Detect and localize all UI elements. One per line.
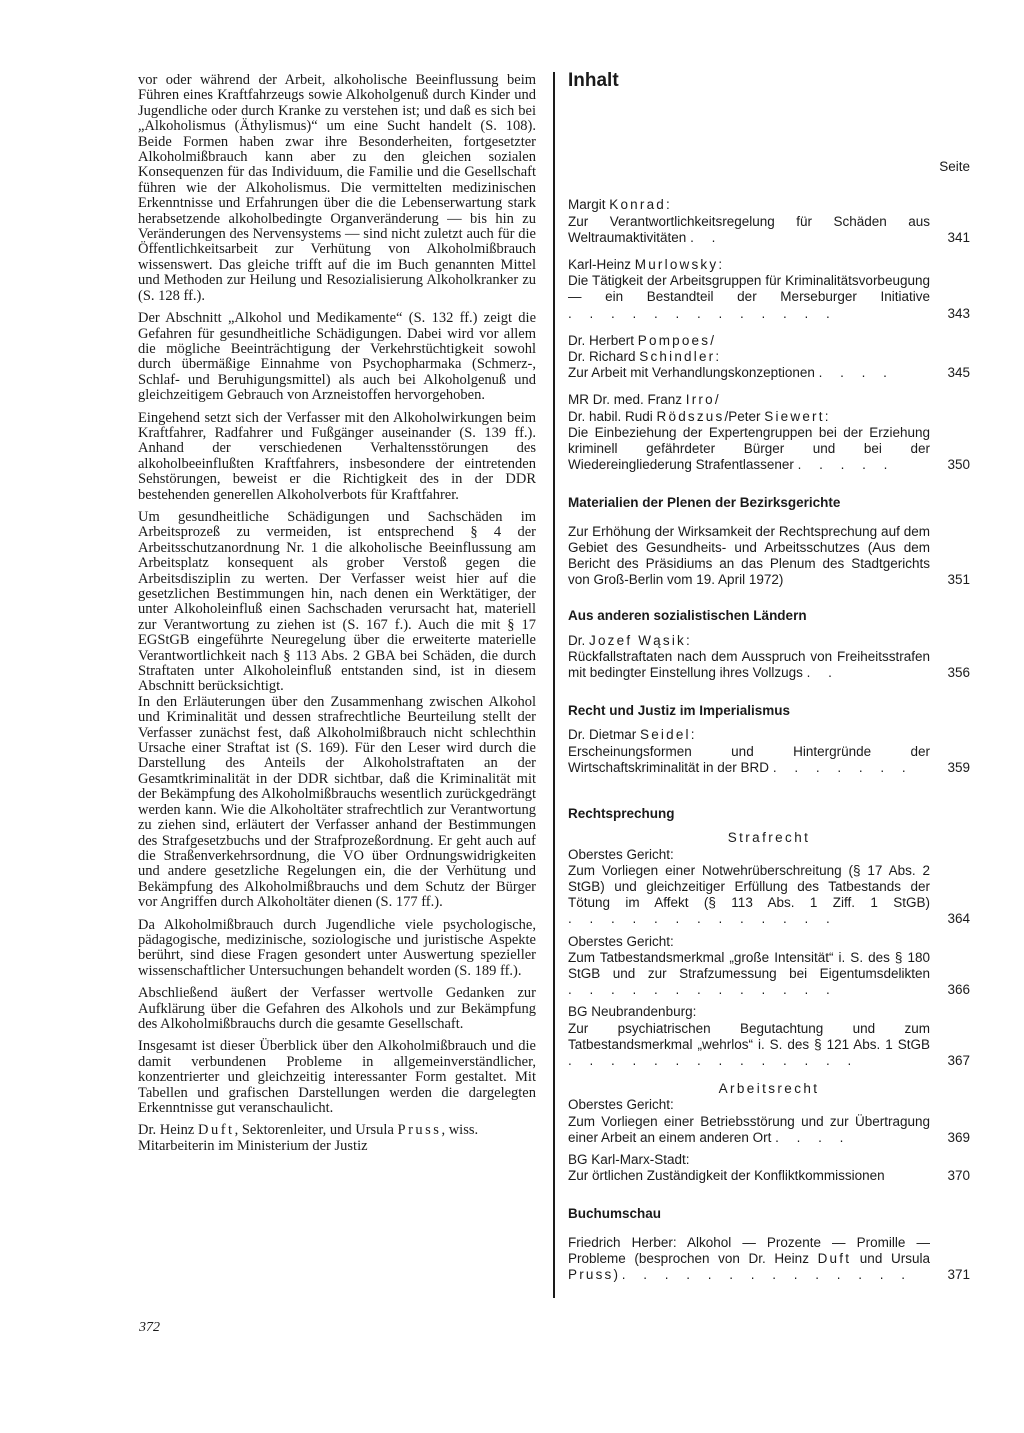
toc-author	[568, 409, 970, 425]
signature-text: , Sektorenleiter, und Ursula	[234, 1122, 398, 1139]
author-punct: :	[718, 257, 723, 273]
author-surname: Irro	[685, 392, 715, 408]
author-name-text: Dr. Herbert	[568, 332, 638, 348]
toc-author	[568, 197, 970, 213]
toc-page-number: 364	[947, 911, 970, 927]
toc-entry[interactable]	[568, 633, 970, 682]
author-name-text: Dr. Dietmar	[568, 727, 641, 743]
toc-author	[568, 333, 970, 349]
toc-entry-title: Zum Vorliegen einer Notwehrüberschreitung (§ 17 Abs. 2 StGB) und gleichzeitiger Erfüllung des Tatbestands der Tötung im Affekt (§ 113 Abs. 1 Ziff. 1 StGB)	[568, 862, 930, 911]
toc-entry-title: Zum Tatbestandsmerkmal „große Intensität“ i. S. des § 180 StGB und zur Strafzumessung bei Eigentumsdelikten	[568, 949, 930, 981]
toc-entry[interactable]	[568, 333, 970, 382]
page-number: 372	[139, 1320, 160, 1335]
toc-page-number: 366	[947, 982, 970, 998]
toc-entry[interactable]	[568, 1004, 970, 1069]
leader-dots: . .	[690, 229, 723, 245]
toc-section-heading: Buchumschau	[568, 1206, 662, 1222]
author-punct: :	[824, 408, 829, 424]
toc-entry-title: Zur Arbeit mit Verhandlungskonzeptionen	[568, 365, 815, 381]
reviewer-surname: Pruss	[568, 1266, 614, 1282]
leader-dots: . . . .	[818, 365, 894, 381]
leader-dots: . . . . . . . . . . . . .	[568, 305, 837, 321]
signature-name: Pruss	[397, 1122, 442, 1139]
signature-name: Duft	[198, 1122, 235, 1139]
court-name: Oberstes Gericht:	[568, 1097, 674, 1113]
table-of-contents	[568, 70, 970, 1283]
author-punct: :	[666, 197, 670, 213]
reviewer-surname: Duft	[817, 1250, 852, 1266]
leader-dots: . .	[806, 665, 839, 681]
leader-dots: . . . . . . . . . . . . . .	[621, 1266, 913, 1282]
toc-entry[interactable]	[568, 524, 970, 589]
toc-entry-title: Friedrich Herber: Alkohol — Prozente — Promille — Probleme (besprochen von Dr. Heinz	[568, 1234, 930, 1266]
paragraph: Um gesundheitliche Schädigungen und Sachschäden im Arbeitsprozeß zu vermeiden, ist entsprechend § 4 der Arbeitsschutzanordnung Nr. 1 die alkoholische Beeinflussung am Arbeitsplatz konsequent als grober Verstoß gegen die Arbeitsdisziplin zu werten. Der Verfasser weist hier auf die gesetzlichen Bestimmungen hin, nach denen ein Werktätiger, der unter Alkoholeinfluß einen Sachschaden verursacht hat, materiell zur Verantwortung zu ziehen ist (S. 167 f.). Auch die mit § 17 EGStGB eingeführte Neuregelung über die erweiterte materielle Verantwortlichkeit nach § 113 Abs. 2 GBA bei Schäden, die durch Straftaten unter Alkoholeinfluß entstanden sind, ist in diesem Abschnitt berücksichtigt.	[138, 508, 536, 695]
author-punct: :	[715, 349, 720, 365]
review-text-column	[138, 73, 536, 1161]
paragraph: Der Abschnitt „Alkohol und Medikamente“ (S. 132 ff.) zeigt die Gefahren für gesundheitliche Schädigungen. Dabei wird vor allem die mögliche Beeinträchtigung der Verkehrstüchtigkeit sowohl durch übermäßige Einnahme von Psychopharmaka (Schmerz-, Schlaf- und Beruhigungsmittel) als auch bei Alkoholgenuß und gleichzeitigem Gebrauch von Arzneistoffen hervorgehoben.	[138, 310, 536, 404]
column-divider	[553, 72, 555, 1298]
author-name-text: Margit	[568, 197, 610, 213]
court-name: Oberstes Gericht:	[568, 933, 674, 949]
toc-page-number: 350	[947, 457, 970, 473]
author-surname: Murlowsky	[634, 257, 719, 273]
page-column-label: Seite	[939, 159, 970, 175]
toc-entry-title: Zur Erhöhung der Wirksamkeit der Rechtsprechung auf dem Gebiet des Gesundheits- und Arbeitsschutzes (Aus dem Bericht des Präsidiums an das Plenum des Stadtgerichts von Groß-Berlin vom 19. April 1972)	[568, 523, 930, 588]
toc-section-heading: Aus anderen sozialistischen Ländern	[568, 608, 807, 624]
paragraph: Abschließend äußert der Verfasser wertvolle Gedanken zur Aufklärung über die Gefahren des Alkohols und zur Bekämpfung des Alkoholmißbrauchs durch die gesamte Gesellschaft.	[138, 985, 536, 1032]
toc-entry-title: und Ursula	[851, 1250, 930, 1266]
author-punct: /	[714, 392, 719, 408]
author-punct: :	[685, 632, 690, 648]
toc-entry[interactable]	[568, 257, 970, 322]
paragraph: Insgesamt ist dieser Überblick über den Alkoholmißbrauch und die damit verbundenen Probleme in allgemeinverständlicher, konzentrierter und gleichzeitig interessanter Form gestaltet. Mit Tabellen und grafischen Darstellungen werden die dargelegten Erkenntnisse gut veranschaulicht.	[138, 1038, 536, 1116]
paragraph: vor oder während der Arbeit, alkoholische Beeinflussung beim Führen eines Kraftfahrzeugs sowie Alkoholgenuß durch Kinder und Jugendliche oder durch Kranke zu verstehen ist; und daß es sich bei „Alkoholismus (Äthylismus)“ um eine Sucht handelt (S. 108). Beide Formen haben zwar ihre Besonderheiten, fortgesetzter Alkoholmißbrauch kann aber zu den gleichen sozialen Konsequenzen für das Individuum, die Familie und die Gesellschaft führen wie der Alkoholismus. Die vermittelten medizinischen Erkenntnisse und Erfahrungen über die die Lebenserwartung stark herabsetzende alkoholbedingte Organveränderung — bis hin zu Veränderungen des Nervensystems — sind nicht zuletzt auch für die Öffentlichkeitsarbeit zur Verhütung von Alkoholmißbrauch wissenswert. Das gleiche trifft auf die im Buch genannten Mittel und Methoden zur Heilung und Resozialisierung Alkoholkranker zu (S. 128 ff.).	[138, 72, 536, 304]
toc-author	[568, 257, 970, 273]
toc-page-number: 370	[947, 1168, 970, 1184]
author-name-text: MR Dr. med. Franz	[568, 392, 686, 408]
leader-dots: . . . . . . .	[772, 759, 913, 775]
author-name-text: /Peter	[724, 408, 765, 424]
toc-page-number: 343	[947, 305, 970, 321]
toc-author	[568, 349, 970, 365]
toc-entry-title: Erscheinungsformen und Hintergründe der Wirtschaftskriminalität in der BRD	[568, 743, 930, 775]
toc-section-heading: Rechtsprechung	[568, 806, 675, 822]
author-name-text: Karl-Heinz	[568, 257, 635, 273]
leader-dots: . . . .	[775, 1129, 851, 1145]
author-name-text: Dr.	[568, 632, 590, 648]
toc-subsection-heading: Strafrecht	[727, 830, 811, 846]
toc-page-number: 371	[947, 1266, 970, 1282]
toc-section-heading: Recht und Justiz im Imperialismus	[568, 703, 791, 719]
author-surname: Konrad	[609, 197, 666, 213]
signature-text: Dr. Heinz	[138, 1122, 198, 1139]
toc-page-number: 345	[947, 365, 970, 381]
paragraph: Da Alkoholmißbrauch durch Jugendliche viele psychologische, pädagogische, medizinische, soziologische und juristische Aspekte berührt, sind diese Fragen gesondert unter Auswertung spezieller wissenschaftlicher Untersuchungen behandelt worden (S. 189 ff.).	[138, 916, 536, 979]
author-surname: Schindler	[639, 349, 716, 365]
author-name-text: Dr. habil. Rudi	[568, 408, 657, 424]
toc-entry[interactable]	[568, 1152, 970, 1184]
court-name: Oberstes Gericht:	[568, 846, 674, 862]
leader-dots: . . . . .	[797, 457, 895, 473]
toc-entry-title: )	[613, 1266, 619, 1282]
author-surname: Rödszus	[656, 408, 725, 424]
toc-page-number: 367	[947, 1052, 970, 1068]
leader-dots: . . . . . . . . . . . . .	[568, 911, 837, 927]
toc-entry[interactable]	[568, 392, 970, 473]
author-surname: Pompoes	[637, 332, 711, 348]
toc-entry-title: Zur Verantwortlichkeitsregelung für Schäden aus Weltraumaktivitäten	[568, 213, 930, 245]
author-surname: Siewert	[764, 408, 825, 424]
author-name-text: Dr. Richard	[568, 349, 640, 365]
toc-author	[568, 633, 970, 649]
toc-entry[interactable]	[568, 197, 970, 246]
toc-entry-title: Zur psychiatrischen Begutachtung und zum Tatbestandsmerkmal „wehrlos“ i. S. des § 121 Abs. 1 StGB	[568, 1020, 930, 1052]
toc-entry[interactable]	[568, 727, 970, 776]
court-name: BG Neubrandenburg:	[568, 1004, 697, 1020]
toc-title: Inhalt	[568, 70, 619, 91]
toc-entry-title: Die Tätigkeit der Arbeitsgruppen für Kriminalitätsvorbeugung — ein Bestandteil der Merseburger Initiative	[568, 273, 930, 305]
toc-entry[interactable]	[568, 847, 970, 928]
court-name: BG Karl-Marx-Stadt:	[568, 1151, 690, 1167]
toc-page-number: 359	[947, 759, 970, 775]
toc-subsection-heading: Arbeitsrecht	[718, 1081, 820, 1097]
paragraph: Eingehend setzt sich der Verfasser mit den Alkoholwirkungen beim Kraftfahrer, Radfahrer und Fußgänger auseinander (S. 139 ff.). Anhand der verschiedenen Verhaltensstörungen des alkoholbeeinflußten Kraftfahrers, insbesondere der eintretenden Sehstörungen, beweist er die Richtigkeit des in der DDR bestehenden generellen Alkoholverbots für Kraftfahrer.	[138, 409, 536, 503]
leader-dots: . . . . . . . . . . . . .	[568, 982, 837, 998]
toc-entry[interactable]	[568, 934, 970, 999]
toc-entry-title: Die Einbeziehung der Expertengruppen bei der Erziehung kriminell gefährdeter Bürger und bei der Wiedereingliederung Strafentlassener	[568, 424, 930, 473]
review-signature	[138, 1123, 536, 1154]
toc-entry[interactable]	[568, 1235, 970, 1284]
toc-section-heading: Materialien der Plenen der Bezirksgerichte	[568, 495, 841, 511]
toc-author	[568, 392, 970, 408]
toc-entry-title: Zur örtlichen Zuständigkeit der Konfliktkommissionen	[568, 1168, 885, 1184]
author-punct: :	[690, 727, 695, 743]
toc-entry-title: Rückfallstraftaten nach dem Ausspruch von Freiheitsstrafen mit bedingter Einstellung ihres Vollzugs	[568, 648, 930, 681]
author-punct: /	[710, 332, 714, 348]
toc-page-number: 356	[947, 665, 970, 681]
toc-author	[568, 727, 970, 743]
author-surname: Seidel	[640, 727, 691, 743]
toc-entry[interactable]	[568, 1097, 970, 1146]
toc-entry-title: Zum Vorliegen einer Betriebsstörung und zur Übertragung einer Arbeit an einem anderen Ort	[568, 1113, 930, 1145]
paragraph: In den Erläuterungen über den Zusammenhang zwischen Alkohol und Kriminalität und dessen strafrechtliche Beurteilung stellt der Verfasser zunächst fest, daß Alkoholmißbrauch nicht schlechthin Ursache einer Straftat ist (S. 169). Für den Leser wird durch die Darstellung des Anteils der Alkoholstraftaten an der Gesamtkriminalität in der DDR sichtbar, daß die Kriminalität mit der Bekämpfung des Alkoholmißbrauchs wesentlich zurückgedrängt werden kann. Wie die Alkoholtäter strafrechtlich zur Verantwortung zu ziehen sind, erläutert der Verfasser anhand der Bestimmungen des Strafgesetzbuchs und der Strafprozeßordnung. Er geht auch auf die Straßenverkehrsordnung, die VO über Ordnungswidrigkeiten und andere gesetzliche Regelungen ein, die der Verhütung und Bekämpfung des Alkoholmißbrauchs und dem Schutz der Bürger vor Angriffen durch Alkoholtäter dienen (S. 177 ff.).	[138, 693, 536, 911]
toc-page-number: 351	[947, 572, 970, 588]
author-surname: Jozef Wąsik	[589, 632, 686, 648]
leader-dots: . . . . . . . . . . . . . .	[568, 1052, 859, 1068]
toc-page-number: 369	[947, 1129, 970, 1145]
toc-page-number: 341	[947, 229, 970, 245]
signature-text: , wiss. Mitarbeiterin im Ministerium der Justiz	[138, 1122, 479, 1154]
